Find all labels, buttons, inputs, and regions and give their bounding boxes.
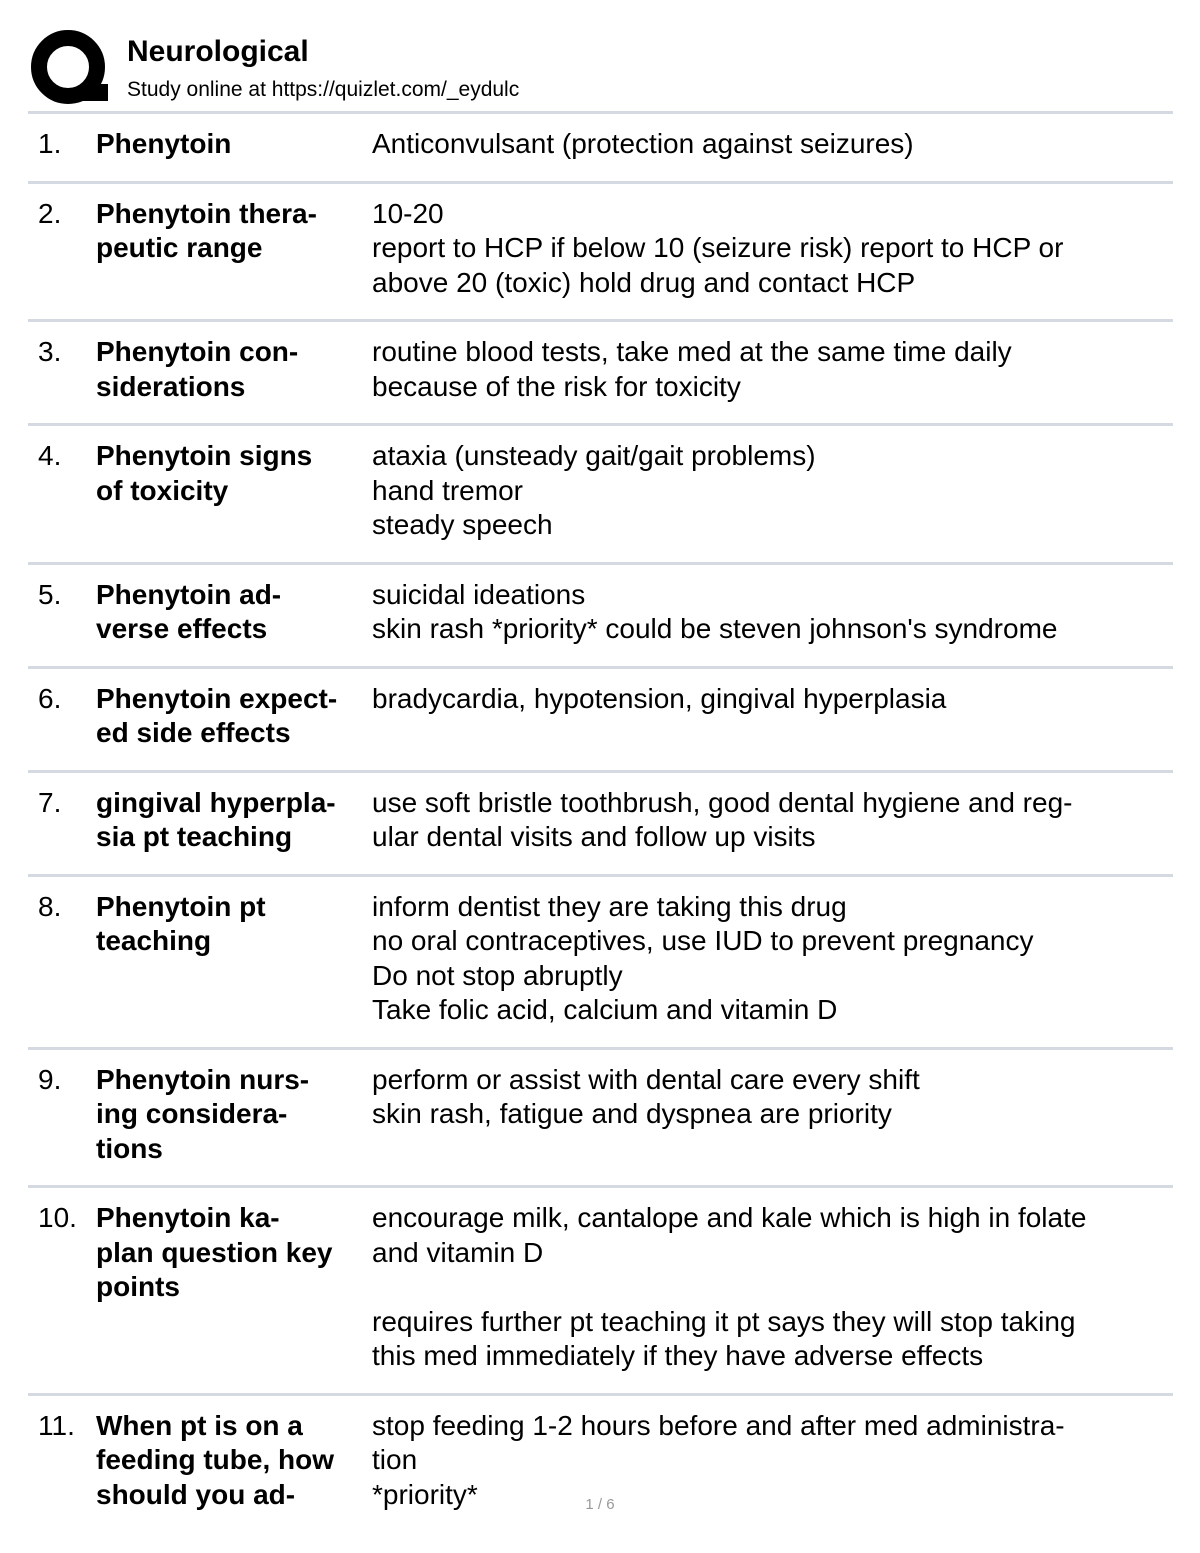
flashcard-row	[28, 111, 1173, 181]
flashcard-row	[28, 1185, 1173, 1393]
card-term: Phenytoin ad- verse effects	[96, 578, 282, 644]
page-number: 1 / 6	[585, 1496, 615, 1513]
card-definition: suicidal ideations skin rash *priority* could be steven johnson's syndrome	[372, 578, 1058, 644]
card-term: Phenytoin nurs- ing considera- tions	[96, 1063, 310, 1164]
card-definition: stop feeding 1-2 hours before and after med administra- tion *priority*	[372, 1409, 1065, 1510]
card-number: 8.	[38, 890, 62, 922]
page-header	[30, 28, 1170, 112]
card-number: 7.	[38, 786, 62, 818]
card-term: gingival hyperpla- sia pt teaching	[96, 786, 336, 852]
card-term: Phenytoin pt teaching	[96, 890, 266, 956]
flashcard-row	[28, 423, 1173, 562]
card-number: 4.	[38, 440, 62, 471]
card-term: Phenytoin	[96, 128, 232, 159]
card-term: Phenytoin ka- plan question key points	[96, 1202, 333, 1302]
card-number: 3.	[38, 336, 62, 367]
flashcard-row	[28, 770, 1173, 874]
quizlet-logo-icon	[30, 28, 110, 108]
flashcard-row	[28, 874, 1173, 1047]
card-definition: bradycardia, hypotension, gingival hyperplasia	[372, 682, 947, 714]
card-definition: routine blood tests, take med at the same time daily because of the risk for toxicity	[372, 336, 1012, 402]
card-definition: Anticonvulsant (protection against seizures)	[372, 128, 914, 159]
card-term: Phenytoin expect- ed side effects	[96, 682, 338, 748]
flashcard-row	[28, 666, 1173, 770]
card-term: When pt is on a feeding tube, how should you ad-	[96, 1409, 334, 1510]
flashcard-list	[28, 111, 1173, 1531]
flashcard-row	[28, 562, 1173, 666]
page-title: Neurological	[127, 35, 309, 68]
flashcard-row	[28, 319, 1173, 423]
card-number: 6.	[38, 682, 62, 714]
card-definition: use soft bristle toothbrush, good dental hygiene and reg- ular dental visits and follow up visits	[372, 786, 1073, 852]
card-term: Phenytoin con- siderations	[96, 336, 299, 402]
card-number: 11.	[38, 1409, 75, 1441]
card-definition: encourage milk, cantalope and kale which is high in folate and vitamin D requires further pt teaching it pt says they will stop taking this med immediately if they have adverse effects	[372, 1202, 1087, 1371]
card-number: 5.	[38, 578, 62, 610]
card-definition: inform dentist they are taking this drug no oral contraceptives, use IUD to prevent pregnancy Do not stop abruptly Take folic acid, calcium and vitamin D	[372, 890, 1034, 1025]
flashcard-row	[28, 181, 1173, 320]
card-definition: perform or assist with dental care every shift skin rash, fatigue and dyspnea are priority	[372, 1063, 920, 1129]
card-number: 10.	[38, 1202, 77, 1233]
card-number: 9.	[38, 1063, 62, 1095]
card-number: 2.	[38, 197, 62, 229]
card-number: 1.	[38, 128, 62, 159]
flashcard-row	[28, 1047, 1173, 1186]
card-definition: ataxia (unsteady gait/gait problems) hand tremor steady speech	[372, 440, 816, 540]
study-link-text: Study online at https://quizlet.com/_eydulc	[127, 78, 520, 101]
card-term: Phenytoin thera- peutic range	[96, 197, 317, 263]
card-definition: 10-20 report to HCP if below 10 (seizure risk) report to HCP or above 20 (toxic) hold drug and contact HCP	[372, 197, 1064, 298]
card-term: Phenytoin signs of toxicity	[96, 440, 313, 506]
